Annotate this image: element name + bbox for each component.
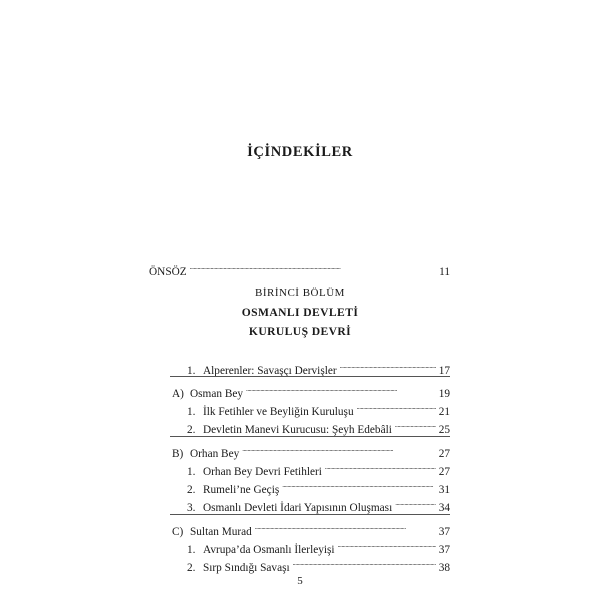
toc-number: C) <box>172 526 184 538</box>
toc-label: Alperenler: Savaşçı Dervişler <box>203 365 337 377</box>
toc-entry <box>187 537 450 556</box>
toc-entry <box>187 555 450 574</box>
dot-leader <box>255 519 436 535</box>
divider <box>170 436 450 437</box>
toc-label: ÖNSÖZ <box>149 266 187 278</box>
dot-leader <box>395 417 436 433</box>
toc-entry-preface <box>149 259 450 278</box>
dot-leader <box>340 358 436 374</box>
toc-label: Rumeli’ne Geçiş <box>203 484 280 496</box>
toc-number: 2. <box>187 562 196 574</box>
toc-page: 17 <box>438 365 450 377</box>
toc-page: 37 <box>438 526 450 538</box>
dot-leader <box>325 459 436 475</box>
toc-page: 38 <box>438 562 450 574</box>
dot-leader <box>282 477 435 493</box>
toc-number: 1. <box>187 466 196 478</box>
toc-entry <box>172 381 450 400</box>
toc-number: 3. <box>187 502 196 514</box>
dot-leader <box>338 537 436 553</box>
toc-entry <box>187 459 450 478</box>
toc-label: Osman Bey <box>190 388 244 400</box>
toc-number: 1. <box>187 365 196 377</box>
page-title: İÇİNDEKİLER <box>247 144 353 160</box>
toc-page: 11 <box>439 266 450 278</box>
dot-leader <box>242 441 435 457</box>
page-number: 5 <box>297 575 303 587</box>
toc-label: İlk Fetihler ve Beyliğin Kuruluşu <box>203 406 354 418</box>
dot-leader <box>357 399 436 415</box>
toc-page: 37 <box>438 544 450 556</box>
toc-page: 21 <box>438 406 450 418</box>
toc-number: 2. <box>187 424 196 436</box>
toc-number: 1. <box>187 544 196 556</box>
dot-leader <box>246 381 436 397</box>
toc-number: B) <box>172 448 184 460</box>
dot-leader <box>395 495 435 511</box>
toc-label: Orhan Bey Devri Fetihleri <box>203 466 322 478</box>
toc-label: Orhan Bey <box>190 448 240 460</box>
section-title-line2: KURULUŞ DEVRİ <box>248 325 352 338</box>
section-title-line1: OSMANLI DEVLETİ <box>241 306 359 319</box>
toc-entry <box>187 417 450 436</box>
toc-page: 27 <box>438 466 450 478</box>
toc-number: 1. <box>187 406 196 418</box>
toc-label: Devletin Manevi Kurucusu: Şeyh Edebâli <box>203 424 392 436</box>
toc-label: Sultan Murad <box>190 526 252 538</box>
toc-number: 2. <box>187 484 196 496</box>
divider <box>170 376 450 377</box>
toc-entry <box>172 441 450 460</box>
toc-entry <box>187 495 450 514</box>
toc-page: 25 <box>438 424 450 436</box>
dot-leader <box>190 259 436 275</box>
toc-entry <box>172 519 450 538</box>
toc-page: 19 <box>438 388 450 400</box>
toc-entry <box>187 399 450 418</box>
toc-entry <box>187 477 450 496</box>
toc-page: 31 <box>438 484 450 496</box>
toc-label: Avrupa’da Osmanlı İlerleyişi <box>203 544 335 556</box>
toc-page: 34 <box>438 502 450 514</box>
toc-number: A) <box>172 388 184 400</box>
toc-page: 27 <box>438 448 450 460</box>
toc-label: Osmanlı Devleti İdari Yapısının Oluşması <box>203 502 393 514</box>
divider <box>170 514 450 515</box>
toc-entry <box>187 358 450 377</box>
section-label: BİRİNCİ BÖLÜM <box>255 287 345 299</box>
dot-leader <box>293 555 436 571</box>
toc-label: Sırp Sındığı Savaşı <box>203 562 290 574</box>
